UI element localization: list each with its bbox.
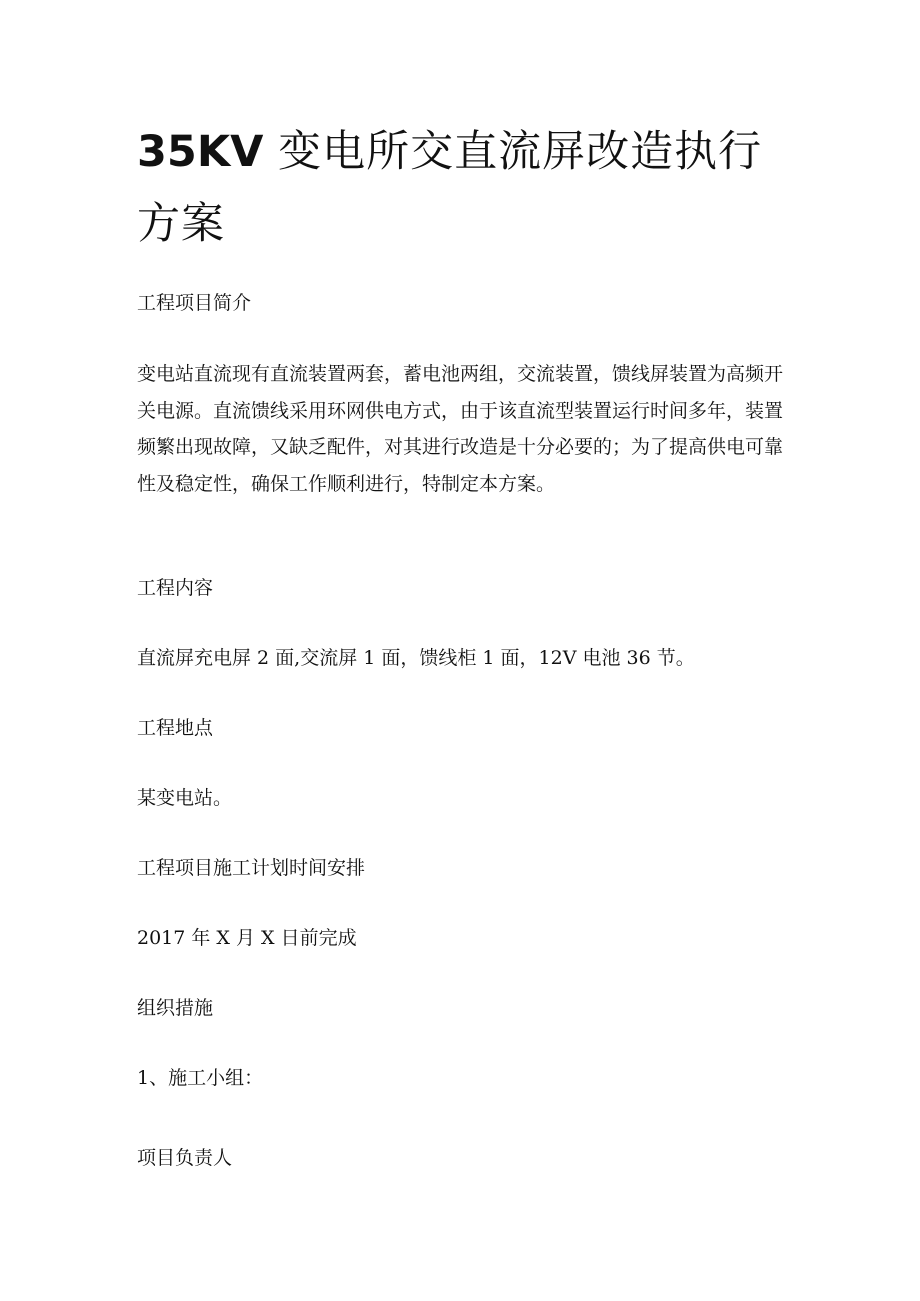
location-paragraph: 某变电站。 <box>137 787 233 809</box>
section-heading-schedule: 工程项目施工计划时间安排 <box>137 857 366 879</box>
section-heading-intro: 工程项目简介 <box>137 292 252 314</box>
section-heading-content: 工程内容 <box>137 577 214 599</box>
org-item-construction-team: 1、施工小组： <box>137 1067 264 1089</box>
org-item-project-leader: 项目负责人 <box>137 1147 233 1169</box>
section-heading-organization: 组织措施 <box>137 997 214 1019</box>
section-heading-location: 工程地点 <box>137 717 214 739</box>
title-voltage: 35KV <box>137 127 264 177</box>
schedule-paragraph: 2017 年 X 月 X 日前完成 <box>137 927 357 949</box>
title-text: 变电所交直流屏改造执行方案 <box>137 127 763 249</box>
intro-paragraph: 变电站直流现有直流装置两套，蓄电池两组，交流装置，馈线屏装置为高频开关电源。直流馈线采用环网供电方式，由于该直流型装置运行时间多年，装置频繁出现故障，又缺乏配件，对其进行改造是十分必要的；为了提高供电可靠性及稳定性，确保工作顺利进行，特制定本方案。 <box>137 363 784 495</box>
document-title <box>137 116 797 260</box>
content-paragraph: 直流屏充电屏 2 面,交流屏 1 面，馈线柜 1 面，12V 电池 36 节。 <box>137 647 695 669</box>
